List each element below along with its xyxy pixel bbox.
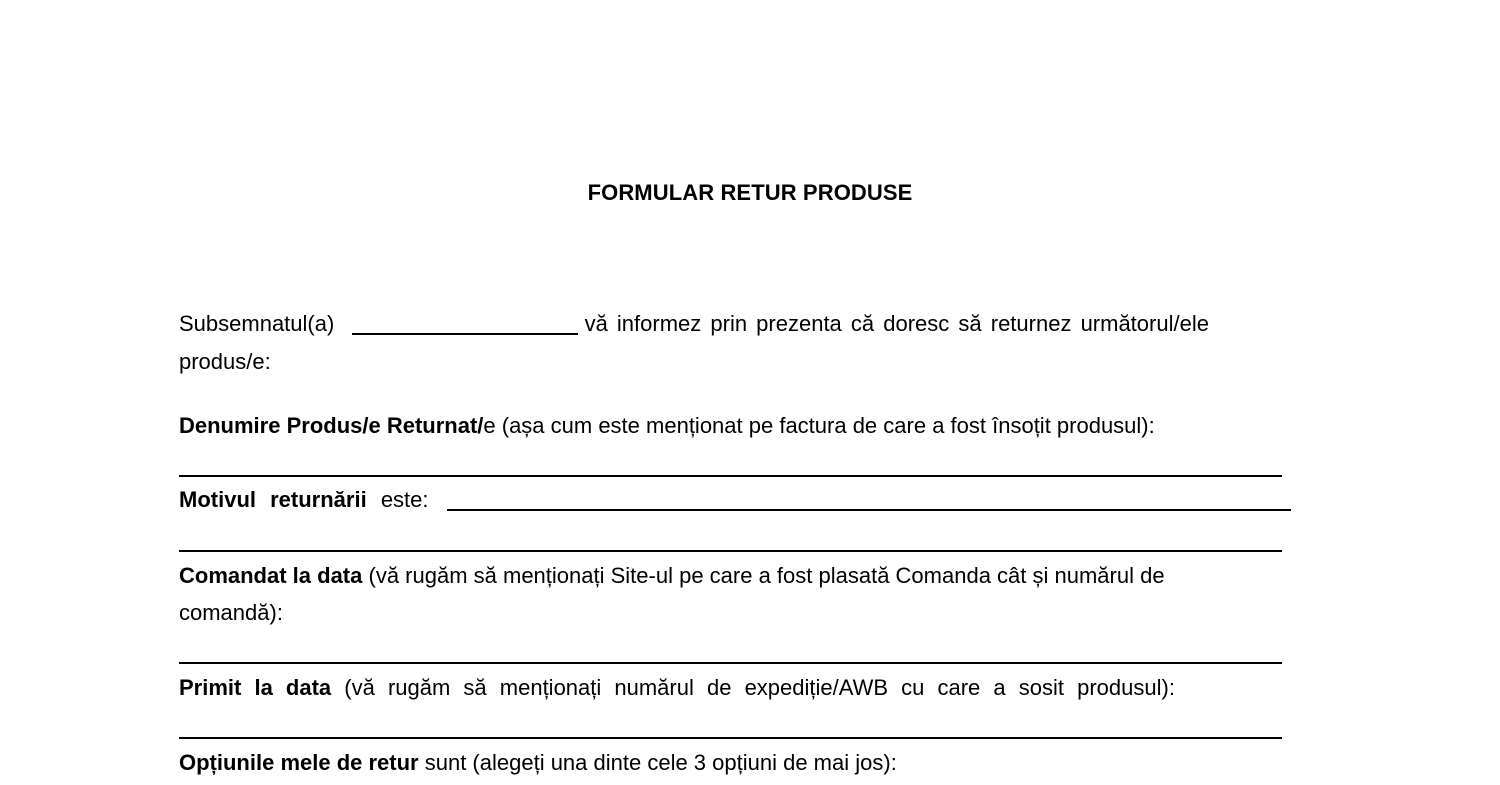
- intro-line: [179, 309, 1209, 339]
- form-title: FORMULAR RETUR PRODUSE: [587, 180, 913, 205]
- received-note: (vă rugăm să menționați numărul de expediție/AWB cu care a sosit produsul):: [344, 675, 1175, 700]
- product-line: [179, 411, 1155, 441]
- intro-text: vă informez prin prezenta că doresc să returnez următorul/ele: [584, 311, 1209, 336]
- received-field[interactable]: [179, 737, 1282, 739]
- name-label: Subsemnatul(a): [179, 311, 335, 336]
- options-label: Opțiunile mele de retur: [179, 750, 419, 775]
- received-label: Primit la data: [179, 675, 332, 700]
- product-label: Denumire Produs/e Returnat/: [179, 413, 484, 438]
- reason-field[interactable]: [447, 487, 1291, 511]
- product-note: e (așa cum este menționat pe factura de care a fost însoțit produsul):: [483, 413, 1155, 438]
- intro-line-2: produs/e:: [179, 349, 271, 374]
- ordered-label: Comandat la data: [179, 563, 363, 588]
- name-field[interactable]: [352, 311, 578, 335]
- options-line: [179, 748, 897, 778]
- received-line: [179, 673, 1175, 703]
- reason-field-2[interactable]: [179, 550, 1282, 552]
- ordered-field[interactable]: [179, 662, 1282, 664]
- options-note: sunt (alegeți una dinte cele 3 opțiuni de mai jos):: [424, 750, 897, 775]
- reason-text: este:: [380, 487, 429, 512]
- reason-line: [179, 485, 1291, 515]
- reason-label: Motivul returnării: [179, 487, 367, 512]
- ordered-line: [179, 561, 1165, 591]
- product-field[interactable]: [179, 475, 1282, 477]
- ordered-note: (vă rugăm să menționați Site-ul pe care a fost plasată Comanda cât și numărul de: [368, 563, 1165, 588]
- ordered-line-2: comandă):: [179, 600, 283, 625]
